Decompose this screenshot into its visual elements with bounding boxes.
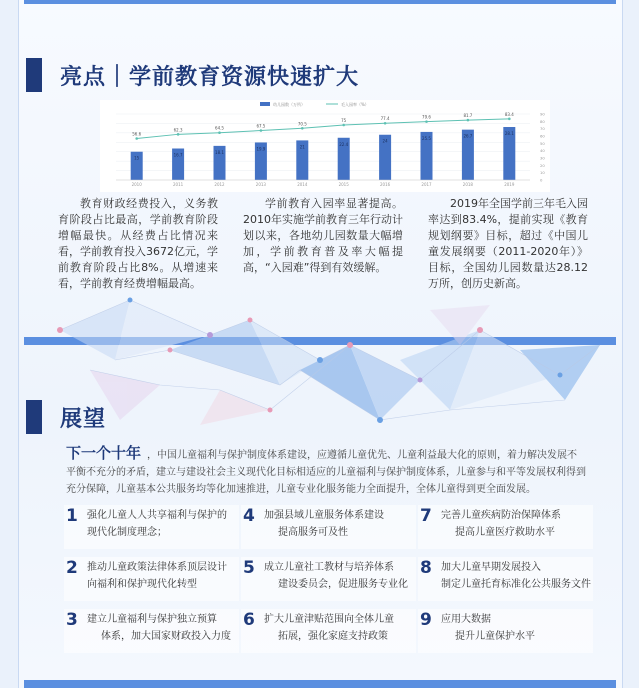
- line-point: [467, 119, 470, 122]
- x-tick-label: 2015: [338, 182, 349, 187]
- list-item: [418, 557, 593, 601]
- item-number: 9: [420, 610, 432, 630]
- outlook-items: [64, 505, 594, 653]
- list-item: [241, 505, 416, 549]
- line-data-label: 70.5: [297, 121, 307, 127]
- list-item: [418, 609, 593, 653]
- item-line1: 建立儿童福利与保护独立预算: [87, 614, 217, 625]
- item-number: 8: [420, 558, 432, 578]
- item-line2: 提升儿童保护水平: [455, 631, 535, 642]
- list-item: [241, 609, 416, 653]
- section-outlook-header: [26, 400, 106, 434]
- line-data-label: 64.5: [215, 125, 224, 131]
- list-item: [418, 505, 593, 549]
- x-tick-label: 2017: [421, 182, 432, 187]
- x-tick-label: 2016: [380, 182, 391, 187]
- item-number: 1: [66, 506, 78, 526]
- x-tick-label: 2014: [297, 182, 308, 187]
- bar-data-label: 22.4: [339, 141, 349, 147]
- x-tick-label: 2018: [462, 182, 473, 187]
- section-outlook-title: 展望: [60, 406, 107, 432]
- y-right-tick-label: 70: [540, 126, 545, 132]
- y-right-tick-label: 20: [540, 162, 545, 168]
- item-line1: 成立儿童社工教材与培养体系: [264, 562, 394, 573]
- legend-label-bars: 幼儿园数（万所）: [273, 102, 305, 107]
- line-point: [218, 131, 221, 134]
- outlook-intro-text: ，中国儿童福利与保护制度体系建设，应遵循儿童优先、儿童利益最大化的原则，着力解决发展不平衡不充分的矛盾，建立与建设社会主义现代化目标相适应的儿童福利与保护制度体系，儿童参与和平等发展权利得到充分保障，儿童基本公共服务均等化加速推进，儿童专业化服务能力全面提升，全体儿童得到更全面发展。: [66, 450, 586, 495]
- line-data-label: 56.6: [132, 131, 142, 137]
- bar-data-label: 25.5: [422, 135, 431, 141]
- item-line2: 拓展，强化家庭支持政策: [278, 631, 388, 642]
- item-number: 5: [243, 558, 255, 578]
- line-point: [342, 124, 345, 127]
- x-tick-label: 2010: [131, 182, 142, 187]
- item-number: 2: [66, 558, 78, 578]
- item-number: 6: [243, 610, 255, 630]
- outlook-lead: 下一个十年: [66, 444, 142, 462]
- bar-data-label: 19.9: [256, 146, 266, 152]
- outlook-intro: [66, 445, 586, 498]
- item-line1: 强化儿童人人共享福利与保护的: [87, 510, 227, 521]
- line-point: [425, 120, 428, 123]
- section-marker: [26, 58, 42, 92]
- chart-svg: [100, 100, 550, 192]
- x-tick-label: 2013: [255, 182, 266, 187]
- item-line1: 完善儿童疾病防治保障体系: [441, 510, 561, 521]
- line-point: [301, 127, 304, 130]
- line-point: [177, 133, 180, 136]
- item-number: 7: [420, 506, 432, 526]
- y-right-tick-label: 40: [540, 148, 545, 154]
- bar-data-label: 26.7: [463, 133, 473, 139]
- legend-swatch-bars: [260, 102, 270, 106]
- line-data-label: 81.7: [463, 113, 473, 119]
- list-item: [241, 557, 416, 601]
- x-tick-label: 2012: [214, 182, 225, 187]
- line-point: [135, 137, 138, 140]
- legend-label-line: 毛入园率（%）: [341, 102, 369, 107]
- line-data-label: 83.4: [504, 111, 514, 117]
- y-right-tick-label: 30: [540, 155, 545, 161]
- x-tick-label: 2011: [173, 182, 184, 187]
- line-data-label: 62.3: [173, 127, 183, 133]
- item-number: 4: [243, 506, 255, 526]
- line-point: [508, 118, 511, 121]
- item-line1: 加强县域儿童服务体系建设: [264, 510, 384, 521]
- bar-data-label: 15: [134, 155, 140, 161]
- y-right-tick-label: 0: [540, 177, 543, 183]
- section-highlights-title: 亮点｜学前教育资源快速扩大: [60, 64, 360, 90]
- y-right-tick-label: 60: [540, 133, 545, 139]
- item-line2: 现代化制度理念；: [87, 527, 167, 538]
- kindergarten-chart: [100, 100, 550, 192]
- highlight-columns: [58, 196, 588, 292]
- y-right-tick-label: 90: [540, 111, 545, 117]
- bar-data-label: 16.7: [173, 152, 183, 158]
- item-line1: 应用大数据: [441, 614, 491, 625]
- item-line2: 提高服务可及性: [278, 527, 348, 538]
- bottom-bar: [24, 680, 616, 688]
- bar-data-label: 24: [382, 138, 388, 144]
- list-item: [64, 505, 239, 549]
- bar-data-label: 28.1: [504, 131, 514, 137]
- top-bar: [24, 0, 616, 4]
- line-point: [260, 129, 263, 132]
- bar-data-label: 18.1: [215, 149, 224, 155]
- item-number: 3: [66, 610, 78, 630]
- decorative-polygon-network: [20, 290, 620, 430]
- item-line2: 体系，加大国家财政投入力度: [101, 631, 231, 642]
- line-data-label: 67.5: [256, 123, 266, 129]
- section-highlights-header: [26, 58, 359, 92]
- list-item: [64, 609, 239, 653]
- line-data-label: 79.6: [422, 114, 431, 120]
- highlight-column-funding: 教育财政经费投入，义务教育阶段占比最高，学前教育阶段增幅最快。从经费占比情况来看，学前教育投入3672亿元，学前教育阶段占比8%。从增速来看，学前教育经费增幅最高。: [58, 197, 218, 290]
- y-right-tick-label: 10: [540, 170, 545, 176]
- line-data-label: 75: [341, 118, 347, 123]
- list-item: [64, 557, 239, 601]
- item-line2: 制定儿童托育标准化公共服务文件: [441, 579, 591, 590]
- item-line2: 提高儿童医疗救助水平: [455, 527, 555, 538]
- series-line: [137, 119, 510, 139]
- line-point: [384, 122, 387, 125]
- item-line2: 向福利和保护现代化转型: [87, 579, 197, 590]
- bar-data-label: 21: [299, 144, 305, 150]
- section-marker: [26, 400, 42, 434]
- x-tick-label: 2019: [504, 182, 515, 187]
- item-line1: 扩大儿童津贴范围向全体儿童: [264, 614, 394, 625]
- item-line1: 加大儿童早期发展投入: [441, 562, 541, 573]
- y-right-tick-label: 80: [540, 118, 545, 124]
- item-line1: 推动儿童政策法律体系顶层设计: [87, 562, 227, 573]
- highlight-column-target: 2019年全国学前三年毛入园率达到83.4%，提前实现《教育规划纲要》目标，超过《中国儿童发展纲要（2011-2020年）》目标，全国幼儿园数量达28.12万所，创历史新高。: [428, 197, 588, 290]
- item-line2: 建设委员会，促进服务专业化: [278, 579, 408, 590]
- y-right-tick-label: 50: [540, 140, 545, 146]
- highlight-column-enrollment: 学前教育入园率显著提高。2010年实施学前教育三年行动计划以来，各地幼儿园数量大幅增加，学前教育普及率大幅提高，“入园难”得到有效缓解。: [243, 197, 403, 274]
- line-data-label: 77.4: [380, 116, 390, 122]
